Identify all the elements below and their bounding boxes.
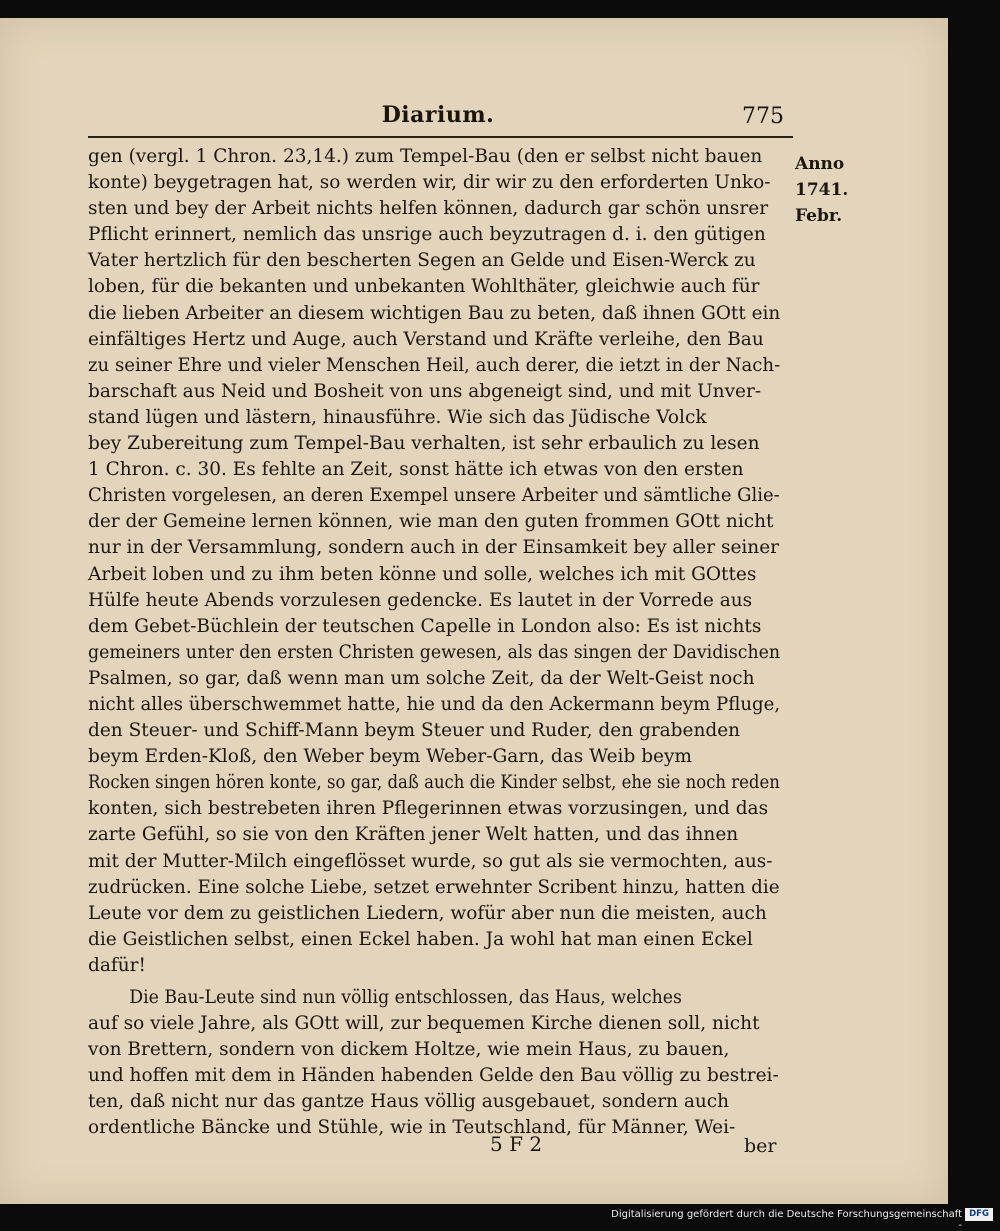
digitization-credit: Digitalisierung gefördert durch die Deutsche Forschungsgemeinschaft - bbox=[611, 1209, 962, 1231]
running-head-title: Diarium. bbox=[381, 102, 495, 128]
margin-note-line: 1741. bbox=[795, 180, 849, 200]
paragraph bbox=[88, 144, 780, 979]
margin-note bbox=[795, 151, 855, 229]
text-line: den Steuer- und Schiff-Mann beym Steuer und Ruder, den grabenden bbox=[88, 720, 741, 742]
text-line: Christen vorgelesen, an deren Exempel unsere Arbeiter und sämtliche Glie- bbox=[88, 485, 780, 507]
text-line: Vater hertzlich für den bescherten Segen an Gelde und Eisen-Werck zu bbox=[88, 250, 756, 272]
signature-mark: 5 F 2 bbox=[490, 1132, 543, 1156]
text-line: von Brettern, sondern von dickem Holtze, wie mein Haus, zu bauen, bbox=[88, 1039, 730, 1061]
text-line: der der Gemeine lernen können, wie man den guten frommen GOtt nicht bbox=[88, 511, 774, 533]
text-line: auf so viele Jahre, als GOtt will, zur bequemen Kirche dienen soll, nicht bbox=[88, 1013, 760, 1035]
text-line: Pflicht erinnert, nemlich das unsrige auch beyzutragen d. i. den gütigen bbox=[88, 224, 766, 246]
text-line: barschaft aus Neid und Bosheit von uns abgeneigt sind, und mit Unver- bbox=[88, 380, 762, 402]
header-rule bbox=[88, 136, 793, 138]
paragraph bbox=[88, 985, 780, 1142]
text-line: zudrücken. Eine solche Liebe, setzet erwehnter Scribent hinzu, hatten die bbox=[88, 876, 780, 898]
text-line: dafür! bbox=[88, 954, 146, 976]
text-line: zu seiner Ehre und vieler Menschen Heil, auch derer, die ietzt in der Nach- bbox=[88, 354, 781, 376]
text-line: konten, sich bestrebeten ihren Pflegerinnen etwas vorzusingen, und das bbox=[88, 798, 769, 820]
text-line: gemeiners unter den ersten Christen gewesen, als das singen der Davidischen bbox=[88, 641, 781, 663]
text-line: nur in der Versammlung, sondern auch in der Einsamkeit bey aller seiner bbox=[88, 537, 780, 559]
dfg-logo: DFG bbox=[965, 1208, 993, 1221]
text-line: Rocken singen hören konte, so gar, daß auch die Kinder selbst, ehe sie noch reden bbox=[88, 772, 780, 794]
text-line: ten, daß nicht nur das gantze Haus völlig ausgebauet, sondern auch bbox=[88, 1091, 730, 1113]
text-line: mit der Mutter-Milch eingeflösset wurde, so gut als sie vermochten, aus- bbox=[88, 850, 773, 872]
text-line: die Geistlichen selbst, einen Eckel haben. Ja wohl hat man einen Eckel bbox=[88, 928, 753, 950]
text-line: einfältiges Hertz und Auge, auch Verstand und Kräfte verleihe, den Bau bbox=[88, 328, 764, 350]
text-line: zarte Gefühl, so sie von den Kräften jener Welt hatten, und das ihnen bbox=[88, 824, 739, 846]
page-number: 775 bbox=[742, 104, 784, 129]
text-line: konte) beygetragen hat, so werden wir, dir wir zu den erforderten Unko- bbox=[88, 172, 771, 194]
text-line: nicht alles überschwemmet hatte, hie und da den Ackermann beym Pfluge, bbox=[88, 693, 781, 715]
text-line: dem Gebet-Büchlein der teutschen Capelle in London also: Es ist nichts bbox=[88, 615, 762, 637]
text-line: stand lügen und lästern, hinausführe. Wie sich das Jüdische Volck bbox=[88, 406, 707, 428]
text-line: und hoffen mit dem in Händen habenden Gelde den Bau völlig zu bestrei- bbox=[88, 1065, 779, 1087]
text-line: gen (vergl. 1 Chron. 23,14.) zum Tempel-Bau (den er selbst nicht bauen bbox=[88, 146, 763, 167]
body-text bbox=[88, 144, 780, 1142]
text-line: Leute vor dem zu geistlichen Liedern, wofür aber nun die meisten, auch bbox=[88, 902, 767, 924]
text-line: loben, für die bekanten und unbekanten Wohlthäter, gleichwie auch für bbox=[88, 276, 760, 298]
text-line: Psalmen, so gar, daß wenn man um solche Zeit, da der Welt-Geist noch bbox=[88, 667, 755, 689]
text-line: bey Zubereitung zum Tempel-Bau verhalten, ist sehr erbaulich zu lesen bbox=[88, 433, 760, 455]
text-line: Hülfe heute Abends vorzulesen gedencke. Es lautet in der Vorrede aus bbox=[88, 589, 753, 611]
text-line: 1 Chron. c. 30. Es fehlte an Zeit, sonst hätte ich etwas von den ersten bbox=[88, 459, 744, 481]
text-line: Die Bau-Leute sind nun völlig entschlossen, das Haus, welches bbox=[129, 987, 682, 1008]
text-line: die lieben Arbeiter an diesem wichtigen Bau zu beten, daß ihnen GOtt ein bbox=[88, 302, 781, 324]
text-line: sten und bey der Arbeit nichts helfen können, dadurch gar schön unsrer bbox=[88, 198, 769, 220]
book-page bbox=[0, 18, 948, 1204]
text-line: ordentliche Bäncke und Stühle, wie in Teutschland, für Männer, Wei- bbox=[88, 1117, 736, 1139]
text-line: beym Erden-Kloß, den Weber beym Weber-Garn, das Weib beym bbox=[88, 746, 692, 768]
text-line: Arbeit loben und zu ihm beten könne und solle, welches ich mit GOttes bbox=[88, 563, 757, 585]
catchword: ber bbox=[744, 1135, 777, 1157]
margin-note-line: Anno bbox=[795, 154, 845, 174]
margin-note-line: Febr. bbox=[795, 206, 843, 226]
